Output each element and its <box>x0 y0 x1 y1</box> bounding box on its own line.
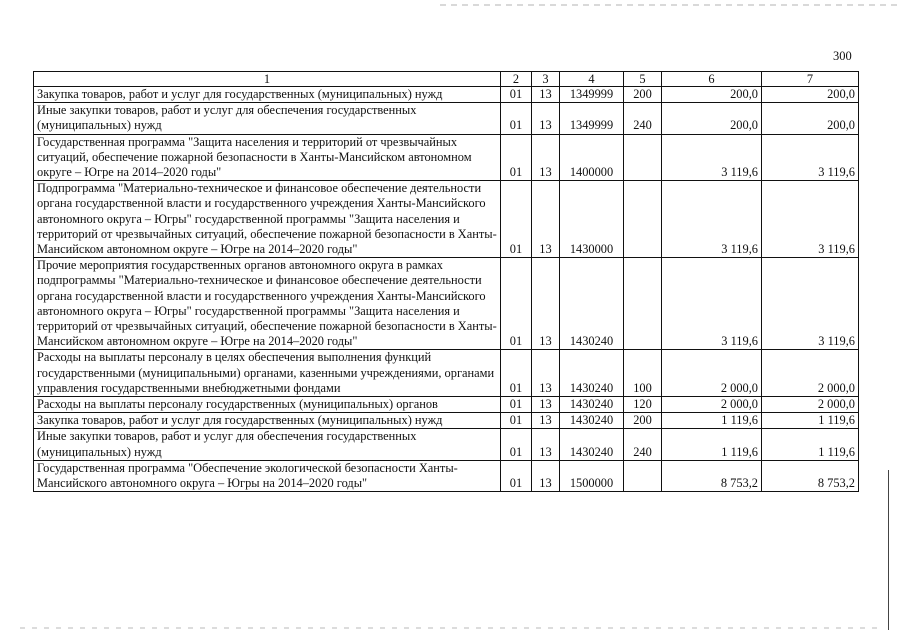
row-section: 01 <box>501 429 532 460</box>
table-row <box>34 397 859 413</box>
table-header-row <box>34 72 859 87</box>
table-row <box>34 413 859 429</box>
row-subsection: 13 <box>532 350 560 397</box>
table-row <box>34 103 859 134</box>
row-target-code: 1349999 <box>560 103 624 134</box>
row-expense-type <box>624 181 662 258</box>
row-section: 01 <box>501 350 532 397</box>
row-amount-6: 200,0 <box>662 87 762 103</box>
row-amount-6: 2 000,0 <box>662 350 762 397</box>
row-amount-7: 3 119,6 <box>762 181 859 258</box>
row-target-code: 1349999 <box>560 87 624 103</box>
row-amount-6: 3 119,6 <box>662 181 762 258</box>
header-cell: 7 <box>762 72 859 87</box>
row-name: Подпрограмма "Материально-техническое и финансовое обеспечение деятельности органа государственной власти и государственного учреждения Ханты-Мансийского автономного округа – Югры" государственной программы "Защита населения и территорий от чрезвычайных ситуаций, обеспечение пожарной безопасности в Ханты-Мансийском автономном округе – Югре на 2014–2020 годы" <box>34 181 501 258</box>
row-amount-7: 3 119,6 <box>762 258 859 350</box>
row-amount-7: 8 753,2 <box>762 460 859 491</box>
row-subsection: 13 <box>532 258 560 350</box>
row-amount-6: 1 119,6 <box>662 429 762 460</box>
row-expense-type: 240 <box>624 429 662 460</box>
row-amount-6: 3 119,6 <box>662 134 762 181</box>
row-target-code: 1430240 <box>560 413 624 429</box>
row-subsection: 13 <box>532 87 560 103</box>
row-name: Государственная программа "Защита населения и территорий от чрезвычайных ситуаций, обеспечение пожарной безопасности в Ханты-Мансийском автономном округе – Югре на 2014–2020 годы" <box>34 134 501 181</box>
row-expense-type: 200 <box>624 87 662 103</box>
row-name: Государственная программа "Обеспечение экологической безопасности Ханты-Мансийского автономного округа – Югры на 2014–2020 годы" <box>34 460 501 491</box>
row-section: 01 <box>501 134 532 181</box>
row-expense-type: 100 <box>624 350 662 397</box>
scan-noise-top <box>440 4 900 6</box>
table-row <box>34 350 859 397</box>
row-amount-6: 200,0 <box>662 103 762 134</box>
row-target-code: 1430240 <box>560 429 624 460</box>
row-expense-type: 120 <box>624 397 662 413</box>
row-name: Иные закупки товаров, работ и услуг для обеспечения государственных (муниципальных) нужд <box>34 429 501 460</box>
row-target-code: 1430000 <box>560 181 624 258</box>
row-amount-6: 2 000,0 <box>662 397 762 413</box>
row-section: 01 <box>501 413 532 429</box>
table-row <box>34 134 859 181</box>
scan-noise-bottom <box>20 627 880 629</box>
budget-table <box>33 71 859 492</box>
row-name: Закупка товаров, работ и услуг для государственных (муниципальных) нужд <box>34 413 501 429</box>
row-name: Расходы на выплаты персоналу в целях обеспечения выполнения функций государственными (муниципальными) органами, казенными учреждениями, органами управления государственными внебюджетными фондами <box>34 350 501 397</box>
row-section: 01 <box>501 460 532 491</box>
header-cell: 2 <box>501 72 532 87</box>
page-number: 300 <box>833 49 852 63</box>
row-amount-6: 3 119,6 <box>662 258 762 350</box>
table-row <box>34 258 859 350</box>
row-section: 01 <box>501 397 532 413</box>
row-amount-7: 3 119,6 <box>762 134 859 181</box>
table-row <box>34 429 859 460</box>
header-cell: 3 <box>532 72 560 87</box>
row-name: Иные закупки товаров, работ и услуг для обеспечения государственных (муниципальных) нужд <box>34 103 501 134</box>
header-cell: 6 <box>662 72 762 87</box>
row-expense-type: 200 <box>624 413 662 429</box>
row-name: Прочие мероприятия государственных органов автономного округа в рамках подпрограммы "Материально-техническое и финансовое обеспечение деятельности органа государственной власти и государственного учреждения Ханты-Мансийского автономного округа – Югры" государственной программы "Защита населения и территорий от чрезвычайных ситуаций, обеспечение пожарной безопасности в Ханты-Мансийском автономном округе – Югре на 2014–2020 годы" <box>34 258 501 350</box>
row-amount-7: 1 119,6 <box>762 429 859 460</box>
row-target-code: 1430240 <box>560 258 624 350</box>
row-subsection: 13 <box>532 134 560 181</box>
row-subsection: 13 <box>532 429 560 460</box>
row-target-code: 1400000 <box>560 134 624 181</box>
row-subsection: 13 <box>532 460 560 491</box>
row-amount-7: 2 000,0 <box>762 397 859 413</box>
row-section: 01 <box>501 258 532 350</box>
row-amount-6: 8 753,2 <box>662 460 762 491</box>
row-expense-type <box>624 134 662 181</box>
header-cell: 1 <box>34 72 501 87</box>
row-amount-7: 2 000,0 <box>762 350 859 397</box>
header-cell: 5 <box>624 72 662 87</box>
row-expense-type: 240 <box>624 103 662 134</box>
row-subsection: 13 <box>532 181 560 258</box>
row-section: 01 <box>501 103 532 134</box>
row-expense-type <box>624 460 662 491</box>
table-row <box>34 87 859 103</box>
row-name: Расходы на выплаты персоналу государственных (муниципальных) органов <box>34 397 501 413</box>
row-expense-type <box>624 258 662 350</box>
row-subsection: 13 <box>532 413 560 429</box>
row-name: Закупка товаров, работ и услуг для государственных (муниципальных) нужд <box>34 87 501 103</box>
row-target-code: 1430240 <box>560 350 624 397</box>
row-section: 01 <box>501 87 532 103</box>
header-cell: 4 <box>560 72 624 87</box>
scan-edge-line <box>888 470 889 630</box>
row-amount-6: 1 119,6 <box>662 413 762 429</box>
row-subsection: 13 <box>532 103 560 134</box>
row-subsection: 13 <box>532 397 560 413</box>
row-amount-7: 200,0 <box>762 87 859 103</box>
row-section: 01 <box>501 181 532 258</box>
table-row <box>34 181 859 258</box>
row-amount-7: 1 119,6 <box>762 413 859 429</box>
row-amount-7: 200,0 <box>762 103 859 134</box>
table-row <box>34 460 859 491</box>
row-target-code: 1500000 <box>560 460 624 491</box>
row-target-code: 1430240 <box>560 397 624 413</box>
